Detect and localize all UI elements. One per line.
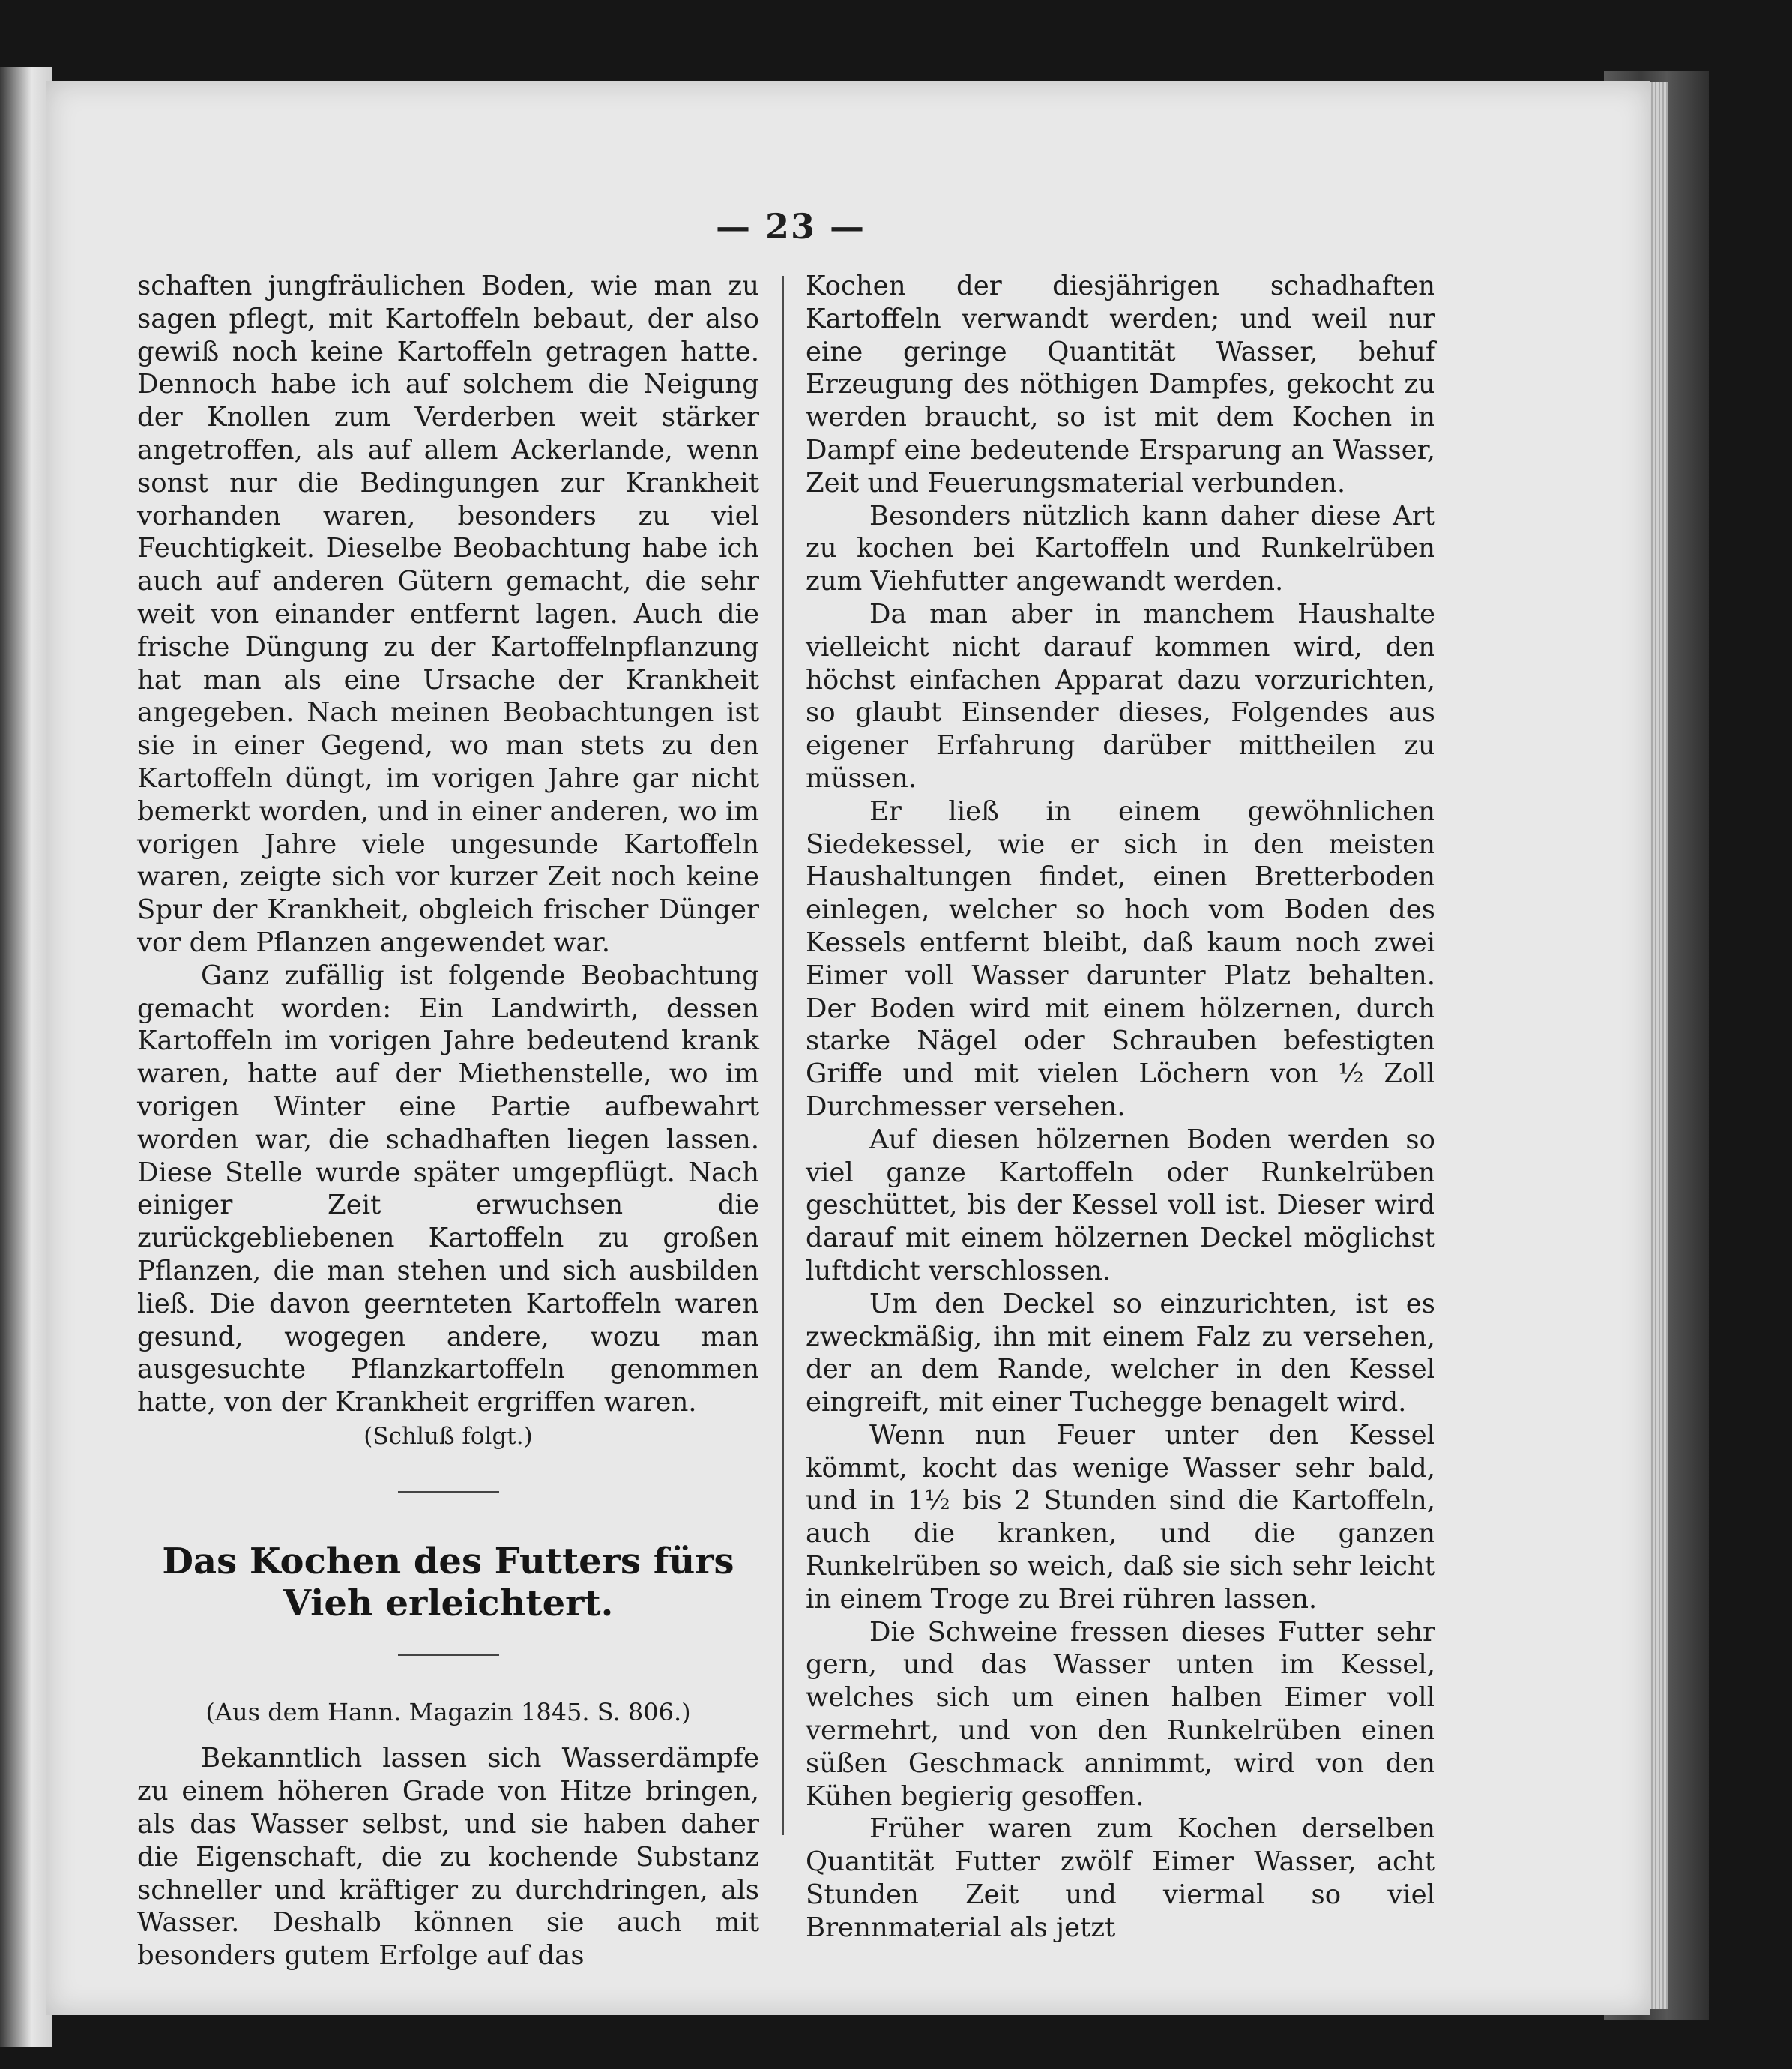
right-paragraph-9: Früher waren zum Kochen derselben Quantität Futter zwölf Eimer Wasser, acht Stunden Zeit und viermal so viel Brennmaterial als jetzt: [806, 1813, 1435, 1943]
right-paragraph-6: Um den Deckel so einzurichten, ist es zweckmäßig, ihn mit einem Falz zu versehen, der an dem Rande, welcher in den Kessel eingreift, mit einer Tuchegge benagelt wird.: [806, 1288, 1435, 1418]
right-paragraph-1: Kochen der diesjährigen schadhaften Kartoffeln verwandt werden; und weil nur eine geringe Quantität Wasser, behuf Erzeugung des nöthigen Dampfes, gekocht zu werden braucht, so ist mit dem Kochen in Dampf eine bedeutende Ersparung an Wasser, Zeit und Feuerungsmaterial verbunden.: [806, 271, 1435, 499]
right-paragraph-8: Die Schweine fressen dieses Futter sehr gern, und das Wasser unten im Kessel, welches sich um einen halben Eimer voll vermehrt, und von den Runkelrüben einen süßen Geschmack annimmt, wird von den Kühen begierig gesoffen.: [806, 1616, 1435, 1812]
left-paragraph-2: Ganz zufällig ist folgende Beobachtung gemacht worden: Ein Landwirth, dessen Kartoffeln im vorigen Jahre bedeutend krank waren, hatte auf der Miethenstelle, wo im vorigen Winter eine Partie aufbewahrt worden war, die schadhaften liegen lassen. Diese Stelle wurde später umgepflügt. Nach einiger Zeit erwuchsen die zurückgebliebenen Kartoffeln zu großen Pflanzen, die man stehen und sich ausbilden ließ. Die davon geernteten Kartoffeln waren gesund, wogegen andere, wozu man ausgesuchte Pflanzkartoffeln genommen hatte, von der Krankheit ergriffen waren.: [137, 960, 759, 1418]
right-paragraph-7: Wenn nun Feuer unter den Kessel kömmt, kocht das wenige Wasser sehr bald, und in 1½ bis 2 Stunden sind die Kartoffeln, auch die kranken, und die ganzen Runkelrüben so weich, daß sie sich sehr leicht in einem Troge zu Brei rühren lassen.: [806, 1419, 1435, 1615]
column-divider: [782, 276, 784, 1835]
page-number: — 23 —: [715, 206, 866, 247]
right-paragraph-2: Besonders nützlich kann daher diese Art zu kochen bei Kartoffeln und Runkelrüben zum Viehfutter angewandt werden.: [806, 500, 1435, 597]
right-paragraph-4: Er ließ in einem gewöhnlichen Siedekessel, wie er sich in den meisten Haushaltungen findet, einen Bretterboden einlegen, welcher so hoch vom Boden des Kessels entfernt bleibt, daß kaum noch zwei Eimer voll Wasser darunter Platz behalten. Der Boden wird mit einem hölzernen, durch starke Nägel oder Schrauben befestigten Griffe und mit vielen Löchern von ½ Zoll Durchmesser versehen.: [806, 795, 1435, 1122]
left-paragraph-1: schaften jungfräulichen Boden, wie man zu sagen pflegt, mit Kartoffeln bebaut, der also gewiß noch keine Kartoffeln getragen hatte. Dennoch habe ich auf solchem die Neigung der Knollen zum Verderben weit stärker angetroffen, als auf allem Ackerlande, wenn sonst nur die Bedingungen zur Krankheit vorhanden waren, besonders zu viel Feuchtigkeit. Dieselbe Beobachtung habe ich auch auf anderen Gütern gemacht, die sehr weit von einander entfernt lagen. Auch die frische Düngung zu der Kartoffelnpflanzung hat man als eine Ursache der Krankheit angegeben. Nach meinen Beobachtungen ist sie in einer Gegend, wo man stets zu den Kartoffeln düngt, im vorigen Jahre gar nicht bemerkt worden, und in einer anderen, wo im vorigen Jahre viele ungesunde Kartoffeln waren, zeigte sich vor kurzer Zeit noch keine Spur der Krankheit, obgleich frischer Dünger vor dem Pflanzen angewendet war.: [137, 271, 759, 958]
right-column: [806, 270, 1435, 1945]
heading-rule: [398, 1654, 499, 1656]
article-source: (Aus dem Hann. Magazin 1845. S. 806.): [205, 1697, 691, 1726]
section-rule: [398, 1491, 499, 1493]
to-be-continued-note: (Schluß folgt.): [363, 1422, 533, 1450]
book-cover-left: [0, 67, 52, 2047]
left-paragraph-3: Bekanntlich lassen sich Wasserdämpfe zu einem höheren Grade von Hitze bringen, als das Wasser selbst, und sie haben daher die Eigenschaft, die zu kochende Substanz schneller und kräftiger zu durchdringen, als Wasser. Deshalb können sie auch mit besonders gutem Erfolge auf das: [137, 1743, 759, 1972]
right-paragraph-5: Auf diesen hölzernen Boden werden so viel ganze Kartoffeln oder Runkelrüben geschüttet, bis der Kessel voll ist. Dieser wird darauf mit einem hölzernen Deckel möglichst luftdicht verschlossen.: [806, 1124, 1435, 1286]
left-column: [137, 270, 759, 1972]
right-paragraph-3: Da man aber in manchem Haushalte vielleicht nicht darauf kommen wird, den höchst einfachen Apparat dazu vorzurichten, so glaubt Einsender dieses, Folgendes aus eigener Erfahrung darüber mittheilen zu müssen.: [806, 598, 1435, 794]
article-heading: Das Kochen des Futters fürs Vieh erleichtert.: [162, 1540, 734, 1624]
